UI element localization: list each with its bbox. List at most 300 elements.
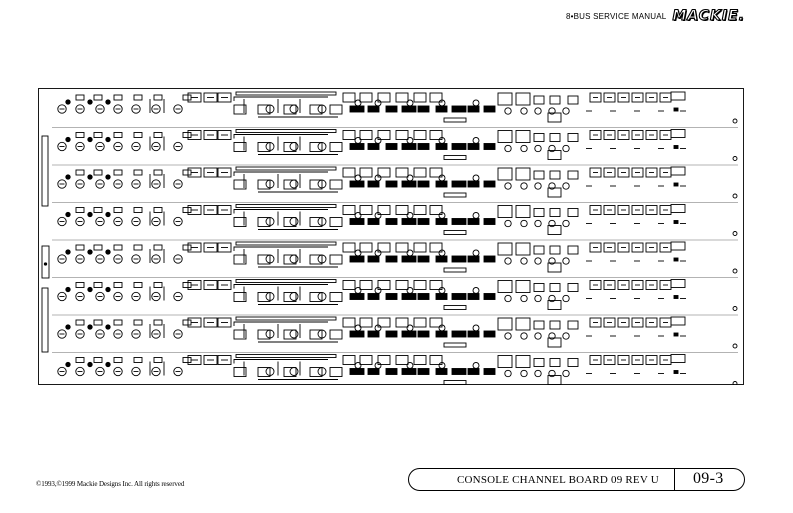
component-box (330, 368, 342, 377)
resistor (114, 358, 122, 363)
ic-chip (350, 294, 364, 300)
mounting-hole (733, 119, 737, 123)
component-box (671, 130, 685, 138)
brand-logo: MACKIE. (672, 8, 745, 24)
resistor (134, 320, 142, 325)
component-box (568, 134, 578, 142)
component-box (498, 206, 512, 218)
component-box (330, 293, 342, 302)
transistor (106, 250, 110, 254)
transistor (66, 362, 70, 366)
ic-chip (368, 256, 379, 262)
resistor (94, 245, 102, 250)
ic-chip (402, 331, 416, 337)
manual-title: 8•BUS SERVICE MANUAL (565, 11, 667, 21)
page-header (566, 6, 745, 26)
page-number: 09-3 (693, 470, 724, 487)
component-box (548, 113, 561, 122)
resistor (114, 170, 122, 175)
component-box (414, 243, 426, 252)
ic-chip (468, 144, 479, 150)
capacitor (505, 145, 511, 151)
ic-chip (436, 294, 447, 300)
ic-chip (402, 219, 416, 225)
capacitor (535, 295, 541, 301)
transistor (66, 137, 70, 141)
component-box (548, 151, 561, 160)
capacitor (290, 368, 298, 376)
trace (234, 285, 328, 289)
resistor (94, 208, 102, 213)
capacitor (563, 108, 569, 114)
component-box (534, 209, 544, 217)
ic-chip (368, 294, 379, 300)
mounting-hole (733, 344, 737, 348)
mounting-hole (733, 269, 737, 273)
ic-chip (350, 331, 364, 337)
edge-connector (42, 288, 48, 352)
component-box (360, 318, 372, 327)
resistor (134, 95, 142, 100)
ic-chip (350, 106, 364, 112)
capacitor (521, 295, 527, 301)
circuit-board-layout (38, 88, 744, 385)
capacitor (355, 288, 361, 294)
component-box (444, 156, 466, 160)
ic-chip (418, 294, 429, 300)
capacitor (407, 175, 413, 181)
component-box (396, 281, 408, 290)
ic-chip (484, 144, 495, 150)
component-box (498, 131, 512, 143)
resistor (94, 283, 102, 288)
capacitor (505, 220, 511, 226)
capacitor (473, 288, 479, 294)
ic-chip (436, 144, 447, 150)
copyright-notice: ©1993,©1999 Mackie Designs Inc. All rights reserved (36, 480, 185, 488)
capacitor (355, 213, 361, 219)
ic-chip (350, 369, 364, 375)
resistor (154, 208, 162, 213)
ic-chip (386, 369, 397, 375)
component-box (534, 321, 544, 329)
component-box (548, 263, 561, 272)
bus-trace (236, 130, 336, 133)
capacitor (563, 370, 569, 376)
capacitor (535, 183, 541, 189)
ic-chip (402, 181, 416, 187)
capacitor (521, 108, 527, 114)
resistor (183, 320, 191, 325)
ic-chip (368, 181, 379, 187)
component-box (414, 131, 426, 140)
ic-chip (418, 369, 429, 375)
ic-chip (484, 369, 495, 375)
ic-chip (386, 219, 397, 225)
transistor (88, 137, 92, 141)
component-box (330, 143, 342, 152)
capacitor (473, 363, 479, 369)
component-box (671, 317, 685, 325)
ic-chip (368, 106, 379, 112)
capacitor (407, 325, 413, 331)
transistor (106, 212, 110, 216)
resistor (94, 170, 102, 175)
component-pad (674, 183, 678, 186)
component-pad (674, 333, 678, 336)
capacitor (563, 295, 569, 301)
transistor (106, 137, 110, 141)
capacitor (505, 258, 511, 264)
component-box (550, 209, 560, 217)
trace (234, 322, 328, 326)
capacitor (473, 213, 479, 219)
ic-chip (484, 294, 495, 300)
edge-connector-pin (44, 263, 46, 265)
component-box (516, 131, 530, 143)
component-box (568, 321, 578, 329)
bus-trace (236, 92, 336, 95)
bus-trace (236, 242, 336, 245)
component-box (330, 180, 342, 189)
resistor (183, 358, 191, 363)
component-box (414, 206, 426, 215)
capacitor (290, 143, 298, 151)
component-box (414, 318, 426, 327)
component-box (671, 242, 685, 250)
capacitor (473, 325, 479, 331)
ic-chip (468, 181, 479, 187)
ic-chip (368, 331, 379, 337)
ic-chip (452, 331, 466, 337)
component-pad (674, 108, 678, 111)
bus-trace (236, 355, 336, 358)
resistor (94, 358, 102, 363)
component-box (414, 281, 426, 290)
ic-chip (484, 331, 495, 337)
component-box (550, 321, 560, 329)
ic-chip (418, 144, 429, 150)
transistor (88, 287, 92, 291)
capacitor (505, 295, 511, 301)
resistor (134, 133, 142, 138)
component-box (444, 306, 466, 310)
resistor (76, 208, 84, 213)
component-box (444, 268, 466, 272)
ic-chip (452, 294, 466, 300)
trace (234, 210, 328, 214)
component-box (516, 356, 530, 368)
resistor (114, 208, 122, 213)
component-box (396, 356, 408, 365)
ic-chip (436, 369, 447, 375)
ic-chip (452, 219, 466, 225)
trace (234, 360, 328, 364)
resistor (76, 170, 84, 175)
component-box (360, 356, 372, 365)
ic-chip (350, 181, 364, 187)
trace (234, 247, 328, 251)
ic-chip (484, 256, 495, 262)
component-pad (674, 221, 678, 224)
component-pad (674, 258, 678, 261)
component-box (568, 209, 578, 217)
component-box (396, 318, 408, 327)
ic-chip (484, 181, 495, 187)
transistor (88, 250, 92, 254)
component-box (414, 168, 426, 177)
ic-chip (386, 144, 397, 150)
capacitor (563, 183, 569, 189)
resistor (76, 358, 84, 363)
component-box (548, 376, 561, 385)
capacitor (355, 175, 361, 181)
ic-chip (402, 106, 416, 112)
capacitor (521, 370, 527, 376)
component-box (498, 356, 512, 368)
resistor (154, 245, 162, 250)
component-box (516, 168, 530, 180)
component-pad (674, 146, 678, 149)
component-box (396, 131, 408, 140)
ic-chip (452, 369, 466, 375)
capacitor (535, 258, 541, 264)
resistor (183, 245, 191, 250)
component-box (534, 171, 544, 179)
transistor (106, 362, 110, 366)
component-box (516, 93, 530, 105)
component-box (414, 93, 426, 102)
trace (234, 172, 328, 176)
resistor (183, 133, 191, 138)
component-box (343, 356, 355, 365)
component-box (498, 93, 512, 105)
capacitor (355, 250, 361, 256)
component-box (534, 359, 544, 367)
ic-chip (484, 219, 495, 225)
component-pad (674, 371, 678, 374)
transistor (88, 175, 92, 179)
capacitor (407, 138, 413, 144)
component-box (343, 131, 355, 140)
drawing-title: CONSOLE CHANNEL BOARD 09 REV U (457, 474, 659, 486)
mounting-hole (733, 157, 737, 161)
ic-chip (418, 219, 429, 225)
component-box (444, 193, 466, 197)
transistor (88, 212, 92, 216)
ic-chip (436, 106, 447, 112)
capacitor (505, 108, 511, 114)
ic-chip (452, 181, 466, 187)
component-box (360, 281, 372, 290)
capacitor (563, 220, 569, 226)
transistor (66, 325, 70, 329)
bus-trace (236, 280, 336, 283)
component-box (396, 243, 408, 252)
component-box (414, 356, 426, 365)
component-box (568, 359, 578, 367)
ic-chip (418, 331, 429, 337)
ic-chip (386, 256, 397, 262)
capacitor (473, 250, 479, 256)
component-box (444, 118, 466, 122)
ic-chip (418, 181, 429, 187)
transistor (88, 325, 92, 329)
component-box (343, 93, 355, 102)
capacitor (535, 220, 541, 226)
component-box (568, 246, 578, 254)
resistor (114, 133, 122, 138)
component-box (548, 301, 561, 310)
capacitor (355, 138, 361, 144)
transistor (66, 100, 70, 104)
capacitor (473, 138, 479, 144)
component-box (516, 243, 530, 255)
capacitor (355, 363, 361, 369)
mounting-hole (733, 307, 737, 311)
component-box (360, 168, 372, 177)
transistor (66, 250, 70, 254)
component-box (330, 105, 342, 114)
component-box (534, 134, 544, 142)
capacitor (521, 258, 527, 264)
bus-trace (236, 317, 336, 320)
component-box (534, 284, 544, 292)
resistor (76, 283, 84, 288)
component-box (444, 231, 466, 235)
component-box (516, 318, 530, 330)
ic-chip (452, 106, 466, 112)
component-pad (674, 296, 678, 299)
capacitor (290, 330, 298, 338)
ic-chip (468, 106, 479, 112)
component-box (360, 131, 372, 140)
capacitor (473, 175, 479, 181)
component-box (396, 168, 408, 177)
resistor (134, 245, 142, 250)
capacitor (521, 333, 527, 339)
component-box (330, 218, 342, 227)
capacitor (535, 370, 541, 376)
component-box (550, 171, 560, 179)
ic-chip (402, 294, 416, 300)
transistor (88, 362, 92, 366)
mounting-hole (733, 232, 737, 236)
ic-chip (468, 331, 479, 337)
transistor (66, 212, 70, 216)
component-box (360, 206, 372, 215)
capacitor (290, 105, 298, 113)
ic-chip (468, 369, 479, 375)
ic-chip (386, 106, 397, 112)
component-box (671, 280, 685, 288)
ic-chip (386, 294, 397, 300)
transistor (66, 287, 70, 291)
component-box (360, 93, 372, 102)
component-box (396, 93, 408, 102)
component-box (396, 206, 408, 215)
capacitor (355, 325, 361, 331)
ic-chip (402, 144, 416, 150)
component-box (498, 318, 512, 330)
capacitor (407, 100, 413, 106)
ic-chip (368, 219, 379, 225)
resistor (154, 133, 162, 138)
component-box (550, 96, 560, 104)
resistor (76, 133, 84, 138)
component-box (671, 167, 685, 175)
resistor (114, 320, 122, 325)
component-box (534, 246, 544, 254)
resistor (94, 320, 102, 325)
trace (234, 135, 328, 139)
board-outline (39, 89, 744, 385)
resistor (76, 245, 84, 250)
component-box (498, 281, 512, 293)
transistor (106, 100, 110, 104)
capacitor (521, 183, 527, 189)
ic-chip (436, 331, 447, 337)
resistor (76, 320, 84, 325)
ic-chip (386, 181, 397, 187)
capacitor (521, 220, 527, 226)
component-box (330, 330, 342, 339)
ic-chip (468, 294, 479, 300)
capacitor (535, 108, 541, 114)
capacitor (563, 145, 569, 151)
transistor (88, 100, 92, 104)
ic-chip (350, 144, 364, 150)
resistor (183, 208, 191, 213)
component-box (498, 168, 512, 180)
component-box (550, 134, 560, 142)
component-box (343, 318, 355, 327)
ic-chip (436, 219, 447, 225)
ic-chip (468, 256, 479, 262)
capacitor (290, 255, 298, 263)
ic-chip (418, 106, 429, 112)
capacitor (505, 370, 511, 376)
component-box (671, 92, 685, 100)
component-box (671, 355, 685, 363)
capacitor (290, 293, 298, 301)
resistor (154, 358, 162, 363)
capacitor (407, 250, 413, 256)
resistor (114, 283, 122, 288)
component-box (343, 206, 355, 215)
component-box (343, 281, 355, 290)
edge-connector (42, 246, 49, 278)
ic-chip (368, 144, 379, 150)
resistor (76, 95, 84, 100)
component-box (444, 381, 466, 385)
capacitor (563, 258, 569, 264)
resistor (183, 95, 191, 100)
capacitor (355, 100, 361, 106)
component-box (568, 96, 578, 104)
edge-connector (42, 136, 48, 206)
capacitor (407, 288, 413, 294)
bus-trace (236, 167, 336, 170)
ic-chip (402, 369, 416, 375)
component-box (548, 338, 561, 347)
ic-chip (402, 256, 416, 262)
resistor (134, 208, 142, 213)
title-block (408, 468, 745, 491)
component-box (534, 96, 544, 104)
capacitor (407, 363, 413, 369)
resistor (183, 170, 191, 175)
